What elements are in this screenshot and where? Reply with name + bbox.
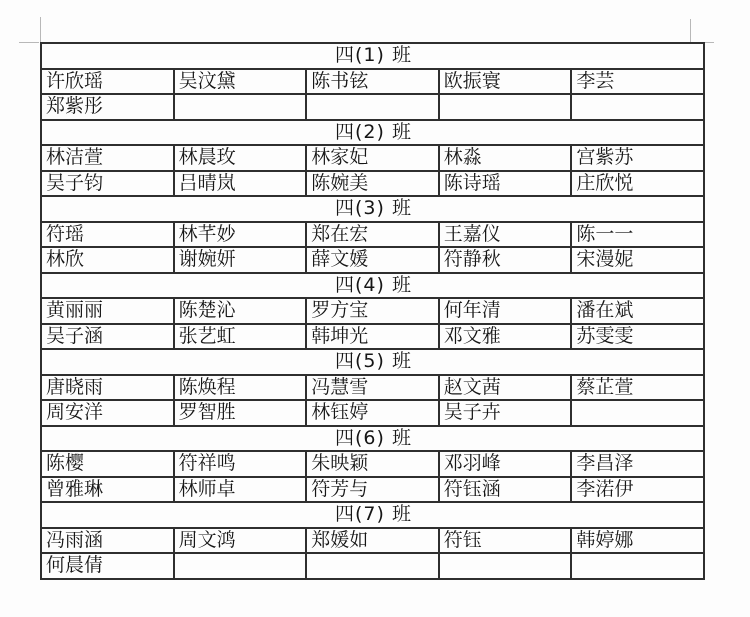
student-name-cell: 林欣 [41, 247, 174, 273]
student-name-cell: 李芸 [571, 69, 704, 95]
student-name-cell: 罗方宝 [306, 298, 439, 324]
student-name-cell: 周文鸿 [174, 528, 307, 554]
student-name-cell: 宋漫妮 [571, 247, 704, 273]
student-row [41, 553, 704, 579]
student-name-cell: 陈樱 [41, 451, 174, 477]
student-name-cell: 吴汶黛 [174, 69, 307, 95]
empty-cell [571, 400, 704, 426]
student-row [41, 145, 704, 171]
student-name-cell: 吴子涵 [41, 324, 174, 350]
student-name-cell: 林洁萱 [41, 145, 174, 171]
student-name-cell: 郑媛如 [306, 528, 439, 554]
crop-mark-top-left-vertical [40, 17, 41, 43]
student-name-cell: 李昌泽 [571, 451, 704, 477]
student-name-cell: 周安洋 [41, 400, 174, 426]
class-title: 四(2) 班 [41, 120, 704, 146]
student-name-cell: 黄丽丽 [41, 298, 174, 324]
empty-cell [439, 553, 572, 579]
student-row [41, 375, 704, 401]
student-name-cell: 韩坤光 [306, 324, 439, 350]
class-header-row [41, 349, 704, 375]
class-header-row [41, 426, 704, 452]
student-name-cell: 何晨倩 [41, 553, 174, 579]
student-name-cell: 赵文茜 [439, 375, 572, 401]
roster-table-body [41, 43, 704, 579]
student-name-cell: 许欣瑶 [41, 69, 174, 95]
student-name-cell: 罗智胜 [174, 400, 307, 426]
class-header-row [41, 502, 704, 528]
student-row [41, 222, 704, 248]
student-row [41, 247, 704, 273]
student-row [41, 324, 704, 350]
student-row [41, 451, 704, 477]
student-row [41, 171, 704, 197]
class-header-row [41, 273, 704, 299]
student-name-cell: 朱映颖 [306, 451, 439, 477]
student-name-cell: 林家妃 [306, 145, 439, 171]
student-name-cell: 林钰婷 [306, 400, 439, 426]
student-name-cell: 欧振寰 [439, 69, 572, 95]
empty-cell [306, 553, 439, 579]
class-roster-table [40, 42, 705, 580]
student-name-cell: 唐晓雨 [41, 375, 174, 401]
student-name-cell: 曾雅琳 [41, 477, 174, 503]
student-name-cell: 庄欣悦 [571, 171, 704, 197]
student-row [41, 69, 704, 95]
student-name-cell: 李渃伊 [571, 477, 704, 503]
student-name-cell: 冯慧雪 [306, 375, 439, 401]
student-name-cell: 邓文雅 [439, 324, 572, 350]
class-title: 四(1) 班 [41, 43, 704, 69]
student-row [41, 400, 704, 426]
student-name-cell: 谢婉妍 [174, 247, 307, 273]
student-name-cell: 陈书铉 [306, 69, 439, 95]
student-name-cell: 苏雯雯 [571, 324, 704, 350]
student-name-cell: 张艺虹 [174, 324, 307, 350]
student-name-cell: 符钰涵 [439, 477, 572, 503]
student-name-cell: 吴子钧 [41, 171, 174, 197]
student-name-cell: 郑紫彤 [41, 94, 174, 120]
student-name-cell: 宫紫苏 [571, 145, 704, 171]
student-name-cell: 陈楚沁 [174, 298, 307, 324]
class-title: 四(4) 班 [41, 273, 704, 299]
class-title: 四(7) 班 [41, 502, 704, 528]
empty-cell [571, 553, 704, 579]
class-title: 四(3) 班 [41, 196, 704, 222]
student-name-cell: 符祥鸣 [174, 451, 307, 477]
student-name-cell: 陈婉美 [306, 171, 439, 197]
class-title: 四(6) 班 [41, 426, 704, 452]
student-name-cell: 蔡芷萱 [571, 375, 704, 401]
student-name-cell: 符瑶 [41, 222, 174, 248]
crop-mark-top-left-horizontal [19, 42, 39, 43]
student-name-cell: 吕晴岚 [174, 171, 307, 197]
student-name-cell: 符芳与 [306, 477, 439, 503]
student-name-cell: 林芊妙 [174, 222, 307, 248]
class-header-row [41, 196, 704, 222]
empty-cell [174, 553, 307, 579]
student-name-cell: 陈诗瑶 [439, 171, 572, 197]
student-name-cell: 郑在宏 [306, 222, 439, 248]
empty-cell [174, 94, 307, 120]
student-name-cell: 何年清 [439, 298, 572, 324]
student-name-cell: 薛文媛 [306, 247, 439, 273]
student-name-cell: 符钰 [439, 528, 572, 554]
crop-mark-top-right-vertical [690, 19, 691, 43]
student-row [41, 528, 704, 554]
class-header-row [41, 120, 704, 146]
class-title: 四(5) 班 [41, 349, 704, 375]
student-name-cell: 冯雨涵 [41, 528, 174, 554]
student-name-cell: 陈焕程 [174, 375, 307, 401]
class-header-row [41, 43, 704, 69]
empty-cell [571, 94, 704, 120]
student-row [41, 94, 704, 120]
student-name-cell: 潘在斌 [571, 298, 704, 324]
student-name-cell: 吴子卉 [439, 400, 572, 426]
empty-cell [306, 94, 439, 120]
student-name-cell: 林师卓 [174, 477, 307, 503]
student-name-cell: 林淼 [439, 145, 572, 171]
student-name-cell: 韩婷娜 [571, 528, 704, 554]
student-name-cell: 王嘉仪 [439, 222, 572, 248]
empty-cell [439, 94, 572, 120]
student-name-cell: 符静秋 [439, 247, 572, 273]
student-row [41, 477, 704, 503]
student-name-cell: 邓羽峰 [439, 451, 572, 477]
student-name-cell: 林晨玫 [174, 145, 307, 171]
student-row [41, 298, 704, 324]
student-name-cell: 陈一一 [571, 222, 704, 248]
